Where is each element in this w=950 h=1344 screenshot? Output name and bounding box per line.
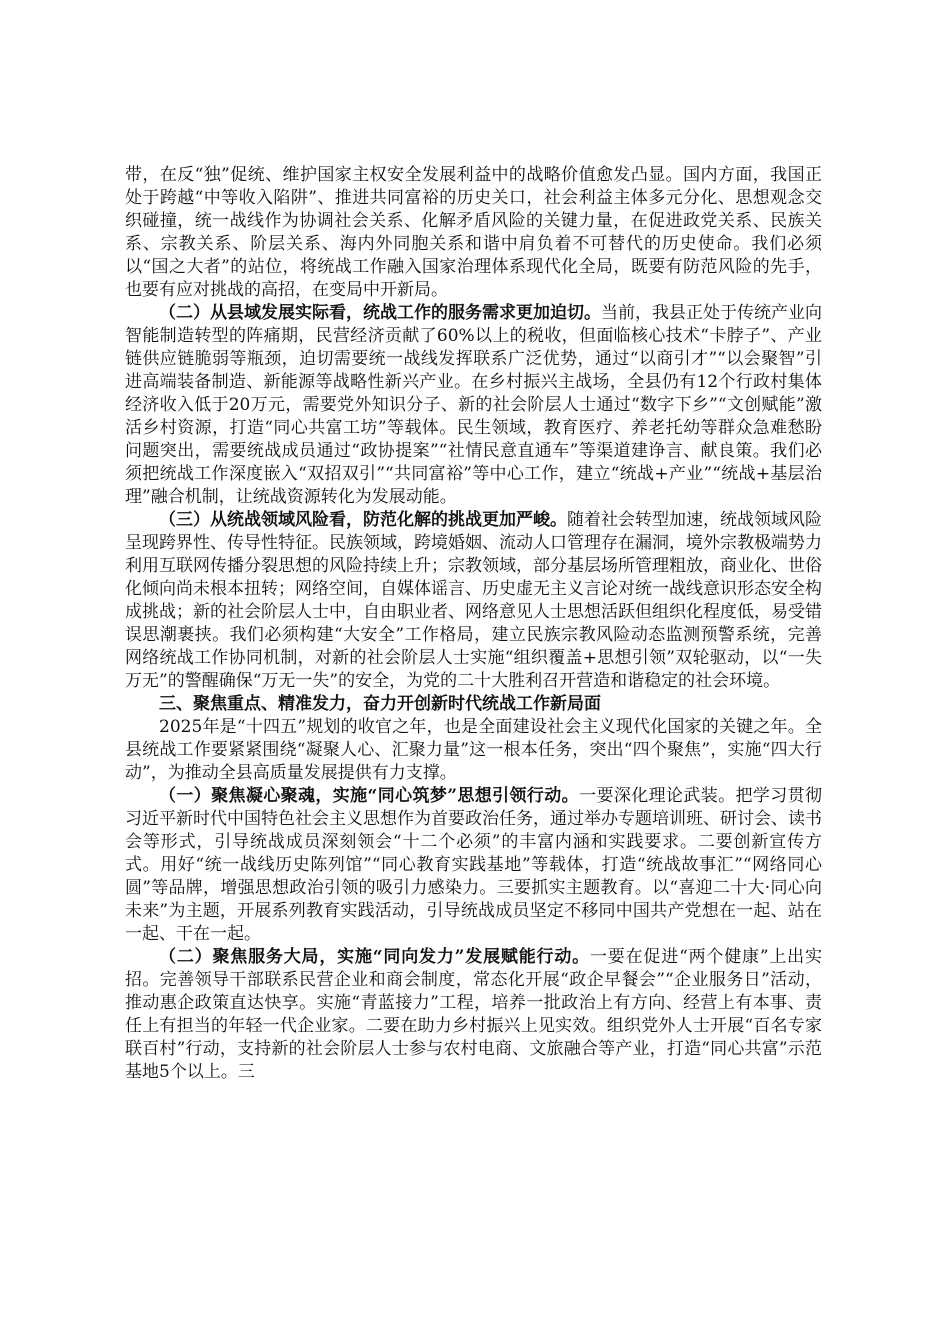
paragraph-body: 一要深化理论武装。把学习贯彻习近平新时代中国特色社会主义思想作为首要政治任务，通过举办专题培训班、研讨会、读书会等形式，引导统战成员深刻领会“十二个必须”的丰富内涵和实践要求。二要创新宣传方式。用好“统一战线历史陈列馆”“同心教育实践基地”等载体，打造“统战故事汇”“网络同心圆”等品牌，增强思想政治引领的吸引力感染力。三要抓实主题教育。以“喜迎二十大·同心向未来”为主题，开展系列教育实践活动，引导统战成员坚定不移同中国共产党想在一起、站在一起、干在一起。: [125, 786, 823, 944]
paragraph-lead: （三）从统战领域风险看，防范化解的挑战更加严峻。: [159, 510, 567, 530]
paragraph-lead: （二）聚焦服务大局，实施“同向发力”发展赋能行动。: [159, 947, 590, 967]
paragraph-body: 当前，我县正处于传统产业向智能制造转型的阵痛期，民营经济贡献了60%以上的税收，但面临核心技术“卡脖子”、产业链供应链脆弱等瓶颈，迫切需要统一战线发挥联系广泛优势，通过“以商引才”“以会聚智”引进高端装备制造、新能源等战略性新兴产业。在乡村振兴主战场，全县仍有12个行政村集体经济收入低于20万元，需要党外知识分子、新的社会阶层人士通过“数字下乡”“文创赋能”激活乡村资源，打造“同心共富工坊”等载体。民生领域，教育医疗、养老托幼等群众急难愁盼问题突出，需要统战成员通过“政协提案”“社情民意直通车”等渠道建诤言、献良策。我们必须把统战工作深度嵌入“双招双引”“共同富裕”等中心工作，建立“统战+产业”“统战+基层治理”融合机制，让统战资源转化为发展动能。: [125, 303, 822, 507]
paragraph-county-development: [125, 302, 822, 509]
paragraph-united-front-risk: [125, 509, 822, 693]
paragraph-body: 随着社会转型加速，统战领域风险呈现跨界性、传导性特征。民族领域，跨境婚姻、流动人口管理存在漏洞，境外宗教极端势力利用互联网传播分裂思想的风险持续上升；宗教领域，部分基层场所管理粗放，商业化、世俗化倾向尚未根本扭转；网络空间，自媒体谣言、历史虚无主义言论对统一战线意识形态安全构成挑战；新的社会阶层人士中，自由职业者、网络意见人士思想活跃但组织化程度低，易受错误思潮裹挟。我们必须构建“大安全”工作格局，建立民族宗教风险动态监测预警系统，完善网络统战工作协同机制，对新的社会阶层人士实施“组织覆盖+思想引领”双轮驱动，以“一失万无”的警醒确保“万无一失”的安全，为党的二十大胜利召开营造和谐稳定的社会环境。: [125, 510, 822, 691]
document-page: [125, 164, 822, 1084]
paragraph-intro-continuation: [125, 164, 822, 302]
paragraph-development-empowerment: [125, 946, 822, 1084]
paragraph-lead: （一）聚焦凝心聚魂，实施“同心筑梦”思想引领行动。: [159, 786, 580, 806]
paragraph-body: 2025年是“十四五”规划的收官之年，也是全面建设社会主义现代化国家的关键之年。全县统战工作要紧紧围绕“凝聚人心、汇聚力量”这一根本任务，突出“四个聚焦”，实施“四大行动”，为推动全县高质量发展提供有力支撑。: [125, 717, 822, 783]
paragraph-ideological-guidance: [125, 785, 822, 946]
paragraph-body: 一要在促进“两个健康”上出实招。完善领导干部联系民营企业和商会制度，常态化开展“政企早餐会”“企业服务日”活动，推动惠企政策直达快享。实施“青蓝接力”工程，培养一批政治上有方向、经营上有本事、责任上有担当的年轻一代企业家。二要在助力乡村振兴上见实效。组织党外人士开展“百名专家联百村”行动，支持新的社会阶层人士参与农村电商、文旅融合等产业，打造“同心共富”示范基地5个以上。三: [125, 947, 822, 1082]
section-heading: 三、聚焦重点、精准发力，奋力开创新时代统战工作新局面: [159, 694, 601, 714]
paragraph-body: 带，在反“独”促统、维护国家主权安全发展利益中的战略价值愈发凸显。国内方面，我国正处于跨越“中等收入陷阱”、推进共同富裕的历史关口，社会利益主体多元分化、思想观念交织碰撞，统一战线作为协调社会关系、化解矛盾风险的关键力量，在促进政党关系、民族关系、宗教关系、阶层关系、海内外同胞关系和谐中肩负着不可替代的历史使命。我们必须以“国之大者”的站位，将统战工作融入国家治理体系现代化全局，既要有防范风险的先手，也要有应对挑战的高招，在变局中开新局。: [125, 165, 822, 300]
paragraph-lead: （二）从县域发展实际看，统战工作的服务需求更加迫切。: [159, 303, 601, 323]
paragraph-2025-overview: [125, 716, 822, 785]
